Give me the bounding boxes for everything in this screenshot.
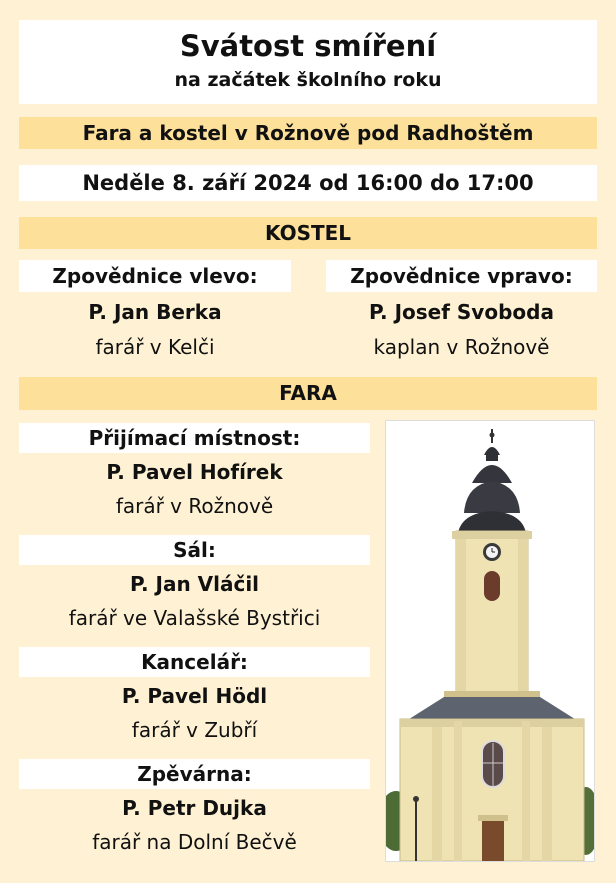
fara-heading: FARA	[19, 377, 597, 410]
confessional-right-label: Zpovědnice vpravo:	[326, 260, 597, 292]
room-label: Zpěvárna:	[19, 759, 370, 789]
room-label: Přijímací místnost:	[19, 423, 370, 453]
page-subtitle: na začátek školního roku	[174, 69, 442, 91]
church-photo	[385, 420, 595, 862]
room-label: Sál:	[19, 535, 370, 565]
confessional-left-priest: P. Jan Berka	[88, 300, 222, 324]
date-banner: Neděle 8. září 2024 od 16:00 do 17:00	[19, 165, 597, 201]
kostel-heading: KOSTEL	[19, 217, 597, 249]
room-role: farář v Rožnově	[115, 494, 274, 518]
venue-banner: Fara a kostel v Rožnově pod Radhoštěm	[19, 117, 597, 149]
church-tower-illustration	[386, 421, 594, 861]
room-role: farář na Dolní Bečvě	[92, 830, 297, 854]
confessional-right-priest: P. Josef Svoboda	[369, 300, 554, 324]
room-role: farář ve Valašské Bystřici	[68, 606, 321, 630]
room-label: Kancelář:	[19, 647, 370, 677]
confessional-left-label: Zpovědnice vlevo:	[19, 260, 291, 292]
confessional-right-role: kaplan v Rožnově	[373, 335, 550, 359]
page-title: Svátost smíření	[179, 29, 437, 63]
confessional-left-role: farář v Kelči	[95, 335, 215, 359]
room-priest: P. Jan Vláčil	[129, 572, 260, 596]
room-priest: P. Pavel Hofírek	[106, 460, 283, 484]
room-priest: P. Petr Dujka	[122, 796, 267, 820]
room-role: farář v Zubří	[131, 718, 258, 742]
room-priest: P. Pavel Hödl	[121, 684, 268, 708]
title-box	[19, 20, 597, 104]
